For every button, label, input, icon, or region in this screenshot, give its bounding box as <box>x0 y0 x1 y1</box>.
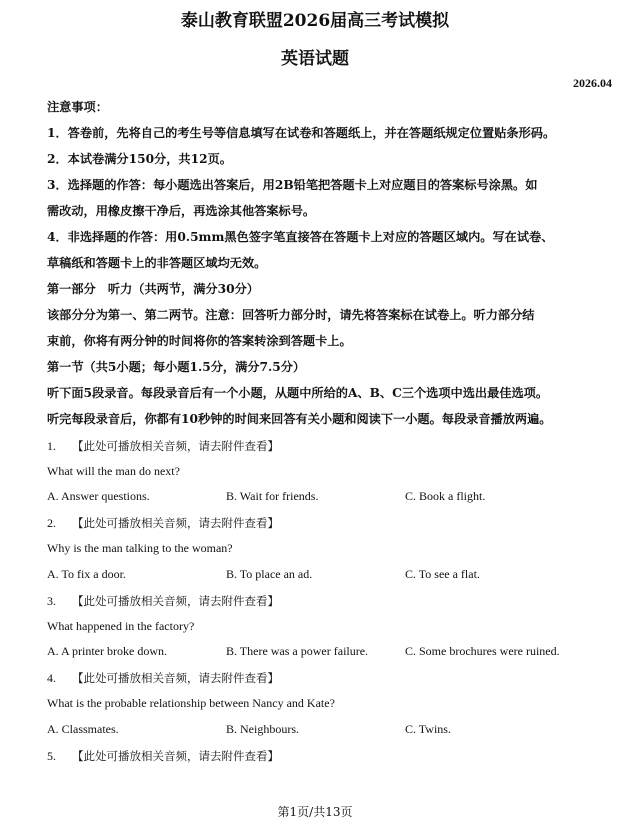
part-heading: 第一部分 听力（共两节，满分30分） <box>47 282 259 296</box>
option-a: A. Answer questions. <box>47 489 150 503</box>
question-header <box>47 670 607 686</box>
notice-line: 1．答卷前，先将自己的考生号等信息填写在试卷和答题纸上，并在答题纸规定位置贴条形码。 <box>47 126 556 140</box>
notice-line: 2．本试卷满分150分，共12页。 <box>47 152 232 166</box>
question-number: 1. <box>47 439 56 453</box>
part-intro-line: 该部分分为第一、第二两节。注意：回答听力部分时，请先将答案标在试卷上。听力部分结 <box>47 308 535 322</box>
page-footer: 第1页/共13页 <box>277 805 353 819</box>
option-b: B. Wait for friends. <box>226 489 319 503</box>
question-number: 2. <box>47 516 56 530</box>
audio-note[interactable]: 【此处可播放相关音频，请去附件查看】 <box>72 749 279 763</box>
notice-line: 4．非选择题的作答：用0.5mm黑色签字笔直接答在答题卡上对应的答题区域内。写在试卷、 <box>47 230 554 244</box>
exam-subtitle: 英语试题 <box>281 49 349 69</box>
audio-note[interactable]: 【此处可播放相关音频，请去附件查看】 <box>72 594 279 608</box>
option-c: C. Some brochures were ruined. <box>405 644 560 658</box>
question-stem: What is the probable relationship between Nancy and Kate? <box>47 696 335 710</box>
question-header <box>47 515 607 531</box>
exam-title: 泰山教育联盟2026届高三考试模拟 <box>180 11 450 31</box>
question-number: 5. <box>47 749 56 763</box>
option-a: A. A printer broke down. <box>47 644 167 658</box>
section-intro-line: 听下面5段录音。每段录音后有一个小题，从题中所给的A、B、C三个选项中选出最佳选项。 <box>47 386 549 400</box>
notice-line: 需改动，用橡皮擦干净后，再选涂其他答案标号。 <box>47 204 316 218</box>
section-heading: 第一节（共5小题；每小题1.5分，满分7.5分） <box>47 360 306 374</box>
option-a: A. To fix a door. <box>47 567 126 581</box>
question-header <box>47 593 607 609</box>
question-stem: What will the man do next? <box>47 464 180 478</box>
notice-line: 3．选择题的作答：每小题选出答案后，用2B铅笔把答题卡上对应题目的答案标号涂黑。如 <box>47 178 538 192</box>
option-a: A. Classmates. <box>47 722 119 736</box>
option-c: C. Book a flight. <box>405 489 486 503</box>
audio-note[interactable]: 【此处可播放相关音频，请去附件查看】 <box>72 516 279 530</box>
question-number: 3. <box>47 594 56 608</box>
option-b: B. There was a power failure. <box>226 644 369 658</box>
exam-date: 2026.04 <box>573 76 612 90</box>
question-header <box>47 438 607 454</box>
notice-heading: 注意事项： <box>47 100 108 114</box>
question-stem: What happened in the factory? <box>47 619 195 633</box>
part-intro-line: 束前，你将有两分钟的时间将你的答案转涂到答题卡上。 <box>47 334 352 348</box>
option-b: B. Neighbours. <box>226 722 299 736</box>
option-c: C. To see a flat. <box>405 567 480 581</box>
section-intro-line: 听完每段录音后，你都有10秒钟的时间来回答有关小题和阅读下一小题。每段录音播放两遍。 <box>47 412 552 426</box>
notice-line: 草稿纸和答题卡上的非答题区域均无效。 <box>47 256 267 270</box>
audio-note[interactable]: 【此处可播放相关音频，请去附件查看】 <box>72 671 279 685</box>
option-b: B. To place an ad. <box>226 567 313 581</box>
audio-note[interactable]: 【此处可播放相关音频，请去附件查看】 <box>72 439 279 453</box>
question-number: 4. <box>47 671 56 685</box>
option-c: C. Twins. <box>405 722 451 736</box>
question-stem: Why is the man talking to the woman? <box>47 541 233 555</box>
question-header <box>47 748 607 764</box>
